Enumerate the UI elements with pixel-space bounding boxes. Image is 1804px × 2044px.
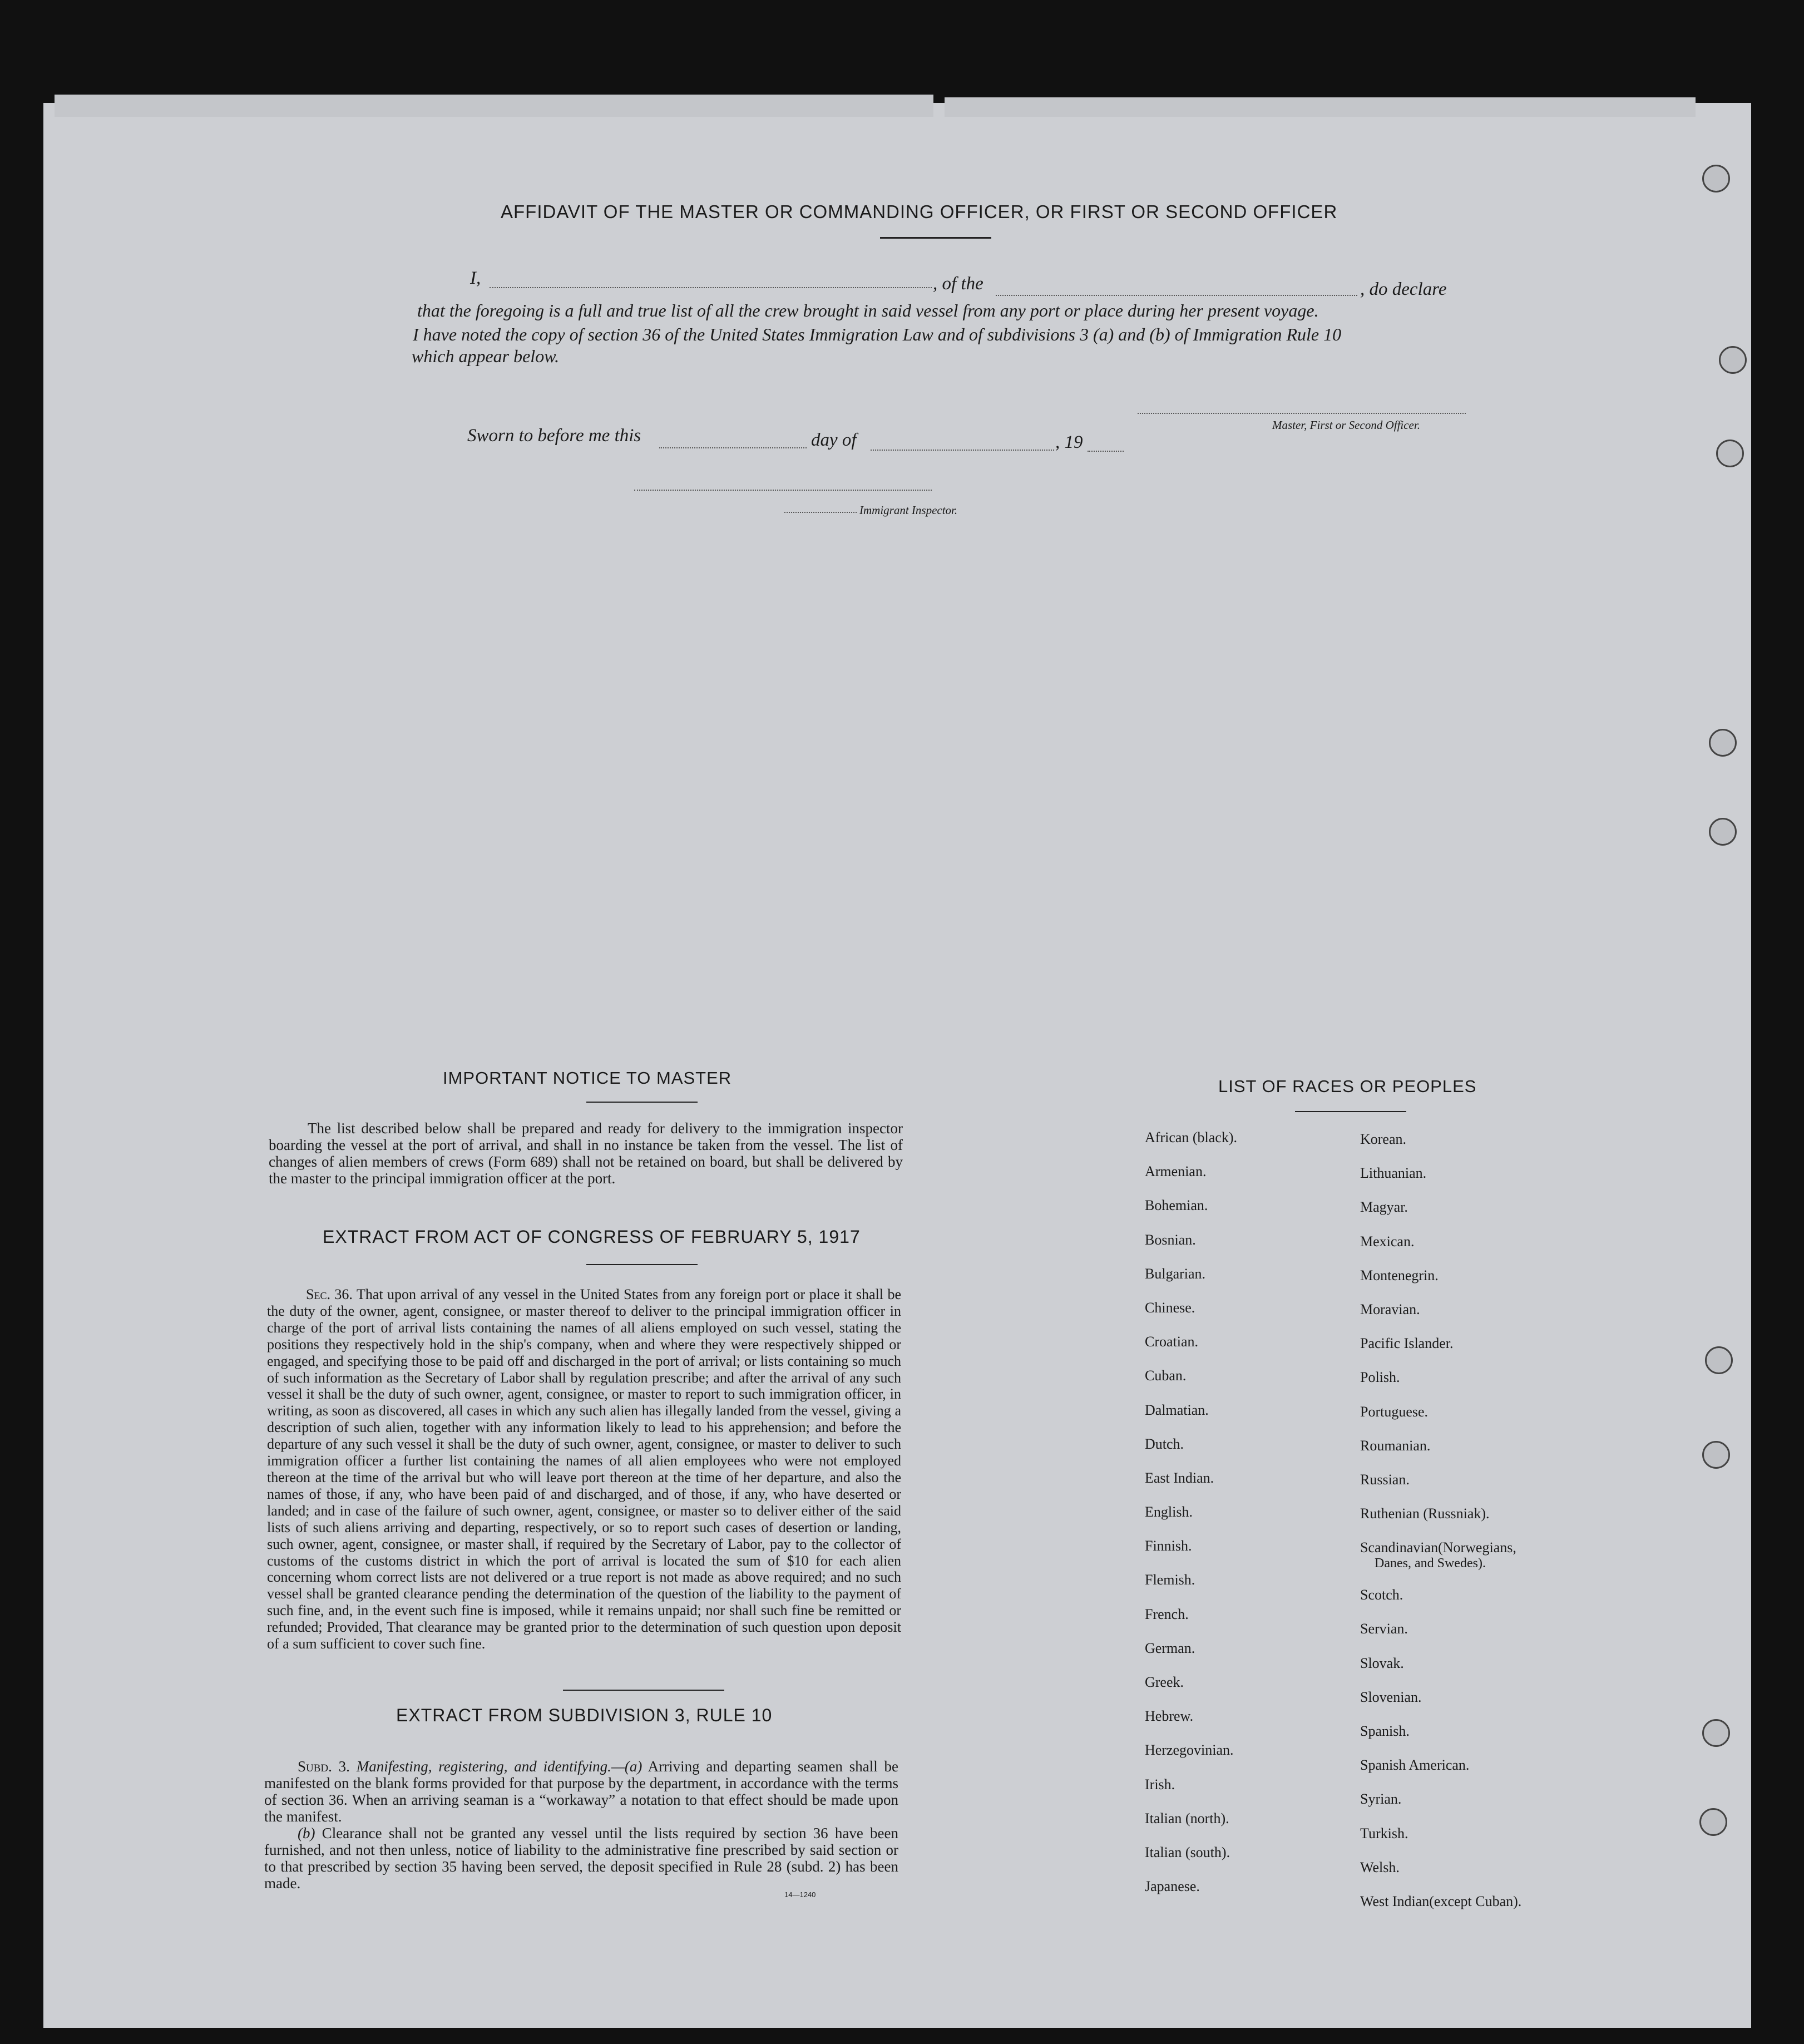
torn-edge	[55, 95, 933, 117]
inspector-caption: Immigrant Inspector.	[859, 503, 958, 517]
year-blank[interactable]	[1088, 451, 1124, 452]
race-item: German.	[1145, 1640, 1195, 1656]
name-blank[interactable]	[490, 287, 932, 288]
race-item: Herzegovinian.	[1145, 1742, 1234, 1759]
inspector-signature-blank[interactable]	[634, 490, 932, 491]
affidavit-title: AFFIDAVIT OF THE MASTER OR COMMANDING OFFICER, OR FIRST OR SECOND OFFICER	[501, 201, 1338, 222]
race-item: Slovak.	[1360, 1655, 1404, 1671]
affidavit-do-declare: , do declare	[1360, 279, 1447, 299]
rule-title: EXTRACT FROM SUBDIVISION 3, RULE 10	[396, 1705, 773, 1725]
torn-edge	[945, 97, 1696, 117]
subd-label: Subd. 3.	[298, 1758, 350, 1775]
races-title: LIST OF RACES OR PEOPLES	[1218, 1077, 1477, 1096]
race-item: Portuguese.	[1360, 1403, 1429, 1420]
divider	[563, 1690, 724, 1691]
race-item: Russian.	[1360, 1471, 1410, 1488]
race-item: African (black).	[1145, 1129, 1238, 1146]
affidavit-line-2: that the foregoing is a full and true list of all the crew brought in said vessel from any port or place during her present voyage.	[417, 300, 1319, 320]
notice-text: The list described below shall be prepared and ready for delivery to the immigration inspector boarding the vessel at the port of arrival, and shall in no instance be taken from the vessel. The list of changes of alien members of crews (Form 689) shall not be retained on board, but shall be delivered by the master to the principal immigration officer at the port.	[269, 1120, 903, 1187]
race-item: Lithuanian.	[1360, 1165, 1427, 1182]
race-item: Bosnian.	[1145, 1231, 1196, 1248]
affidavit-of-the: , of the	[933, 274, 983, 294]
race-item: Greek.	[1145, 1674, 1184, 1690]
race-item	[1360, 1539, 1521, 1587]
divider	[586, 1264, 698, 1265]
race-item: Dalmatian.	[1145, 1401, 1209, 1418]
race-item: Spanish American.	[1360, 1757, 1470, 1774]
race-item: Flemish.	[1145, 1572, 1195, 1588]
race-item: English.	[1145, 1504, 1193, 1520]
race-item: Moravian.	[1360, 1301, 1420, 1317]
subd-a-text: Arriving and departing seamen shall be manifested on the blank forms provided for that purpose by the department, in accordance with the terms of section 36. When an arriving seaman is a “workaway” a notation to that effect should be made upon the manifest.	[264, 1758, 898, 1825]
races-left-column	[1145, 1129, 1237, 1912]
race-item: Dutch.	[1145, 1435, 1184, 1452]
affidavit-line-3: I have noted the copy of section 36 of the United States Immigration Law and of subdivisions 3 (a) and (b) of Immigration Rule 10	[413, 324, 1342, 344]
section-label: Sec. 36.	[306, 1286, 353, 1302]
race-item: Bohemian.	[1145, 1197, 1208, 1214]
race-item: Italian (south).	[1145, 1844, 1230, 1860]
sworn-label: Sworn to before me this	[467, 426, 641, 446]
race-item: French.	[1145, 1606, 1189, 1622]
race-item: Armenian.	[1145, 1163, 1207, 1180]
race-item: Italian (north).	[1145, 1810, 1229, 1826]
punch-hole	[1719, 346, 1747, 374]
race-item: East Indian.	[1145, 1469, 1214, 1486]
punch-hole	[1699, 1808, 1727, 1836]
vessel-blank[interactable]	[996, 295, 1357, 296]
race-item: Chinese.	[1145, 1299, 1195, 1316]
subd-heading: Manifesting, registering, and identifying.—(a)	[356, 1758, 642, 1775]
affidavit-i-label: I,	[470, 268, 481, 288]
race-item: Irish.	[1145, 1776, 1175, 1793]
divider	[586, 1102, 698, 1103]
rule-subdivision-b	[264, 1825, 898, 1892]
master-caption: Master, First or Second Officer.	[1272, 418, 1420, 432]
race-item: Magyar.	[1360, 1199, 1408, 1216]
race-item: West Indian(except Cuban).	[1360, 1893, 1522, 1909]
act-title: EXTRACT FROM ACT OF CONGRESS OF FEBRUARY 5, 1917	[323, 1227, 861, 1247]
race-item: Pacific Islander.	[1360, 1335, 1454, 1352]
subd-b-text: Clearance shall not be granted any vessel until the lists required by section 36 have been furnished, and not then unless, notice of liability to the administrative fine prescribed by said section or to that prescribed by section 35 having been served, the deposit specified in Rule 28 (subd. 2) has been made.	[264, 1825, 899, 1892]
punch-hole	[1702, 1719, 1730, 1747]
races-right-column	[1360, 1131, 1521, 1927]
month-blank[interactable]	[871, 450, 1054, 451]
punch-hole	[1705, 1346, 1733, 1374]
race-item: Turkish.	[1360, 1825, 1408, 1841]
rule-subdivision-a	[264, 1758, 898, 1825]
race-item: Cuban.	[1145, 1367, 1187, 1384]
race-item: Montenegrin.	[1360, 1267, 1439, 1283]
race-item: Croatian.	[1145, 1334, 1199, 1350]
race-item: Bulgarian.	[1145, 1265, 1206, 1282]
notice-title: IMPORTANT NOTICE TO MASTER	[443, 1068, 732, 1088]
race-item: Korean.	[1360, 1131, 1407, 1147]
inspector-lead-dots	[784, 512, 857, 513]
race-item: Scotch.	[1360, 1587, 1403, 1603]
race-item: Spanish.	[1360, 1723, 1410, 1739]
affidavit-line-4: which appear below.	[412, 346, 560, 366]
punch-hole	[1709, 729, 1737, 757]
act-section-36	[267, 1286, 901, 1652]
race-item-scandinavian: Scandinavian(Norwegians,	[1360, 1539, 1516, 1556]
race-item-scandinavian-cont: Danes, and Swedes).	[1375, 1556, 1486, 1571]
race-item: Japanese.	[1145, 1878, 1200, 1895]
race-item: Polish.	[1360, 1369, 1400, 1386]
day-of-label: day of	[811, 430, 857, 450]
year-label: , 19	[1055, 432, 1083, 452]
punch-hole	[1709, 818, 1737, 846]
race-item: Syrian.	[1360, 1791, 1402, 1808]
punch-hole	[1702, 1441, 1730, 1469]
race-item: Welsh.	[1360, 1859, 1400, 1875]
race-item: Slovenian.	[1360, 1688, 1422, 1705]
punch-hole	[1716, 440, 1744, 467]
race-item: Hebrew.	[1145, 1708, 1194, 1725]
master-signature-blank[interactable]	[1138, 413, 1466, 414]
act-text: That upon arrival of any vessel in the United States from any foreign port or place it shall be the duty of the owner, agent, consignee, or master thereof to deliver to the principal immigration officer in charge of the port of arrival lists containing the names of all aliens employed on such vessel, stating the positions they respectively hold in the ship's company, when and where they were respectively shipped or engaged, and specifying those to be paid off and discharged in the port of arrival; or lists containing so much of such information as the Secretary of Labor shall by regulation prescribe; and after the arrival of any such vessel it shall be the duty of such owner, agent, consignee, or master to report to such immigration officer, in writing, as soon as discovered, all cases in which any such alien has illegally landed from the vessel, giving a description of such alien, together with any information likely to lead to his apprehension; and before the departure of any such vessel it shall be the duty of such owner, agent, consignee, or master to deliver to such immigration officer a further list containing the names of all alien employees who were not employed thereon at the time of the arrival but who will leave port thereon at the time of her departure, and also the names of those, if any, who have been paid of and discharged, and of those, if any, who have deserted or landed; and in case of the failure of such owner, agent, consignee, or master so to deliver either of the said lists of such aliens arriving and departing, respectively, or so to report such cases of desertion or landing, such owner, agent, consignee, or master shall, if required by the Secretary of Labor, pay to the collector of customs of the customs district in which the port of arrival is located the sum of $10 for each alien concerning whom correct lists are not delivered or a true report is not made as above required; and no such vessel shall be granted clearance pending the determination of the question of the liability to the payment of such fine, and, in the event such fine is imposed, while it remains unpaid; nor shall such fine be remitted or refunded; Provided, That clearance may be granted prior to the determination of such question upon deposit of a sum sufficient to cover such fine.	[267, 1286, 901, 1652]
form-number: 14—1240	[784, 1890, 816, 1899]
race-item: Finnish.	[1145, 1538, 1192, 1554]
race-item: Ruthenian (Russniak).	[1360, 1505, 1490, 1522]
race-item: Servian.	[1360, 1621, 1408, 1637]
divider	[880, 237, 991, 239]
punch-hole	[1702, 165, 1730, 192]
race-item: Mexican.	[1360, 1233, 1415, 1250]
divider	[1295, 1111, 1406, 1112]
race-item: Roumanian.	[1360, 1437, 1431, 1454]
day-blank[interactable]	[659, 447, 807, 448]
subd-b-label: (b)	[298, 1825, 315, 1841]
